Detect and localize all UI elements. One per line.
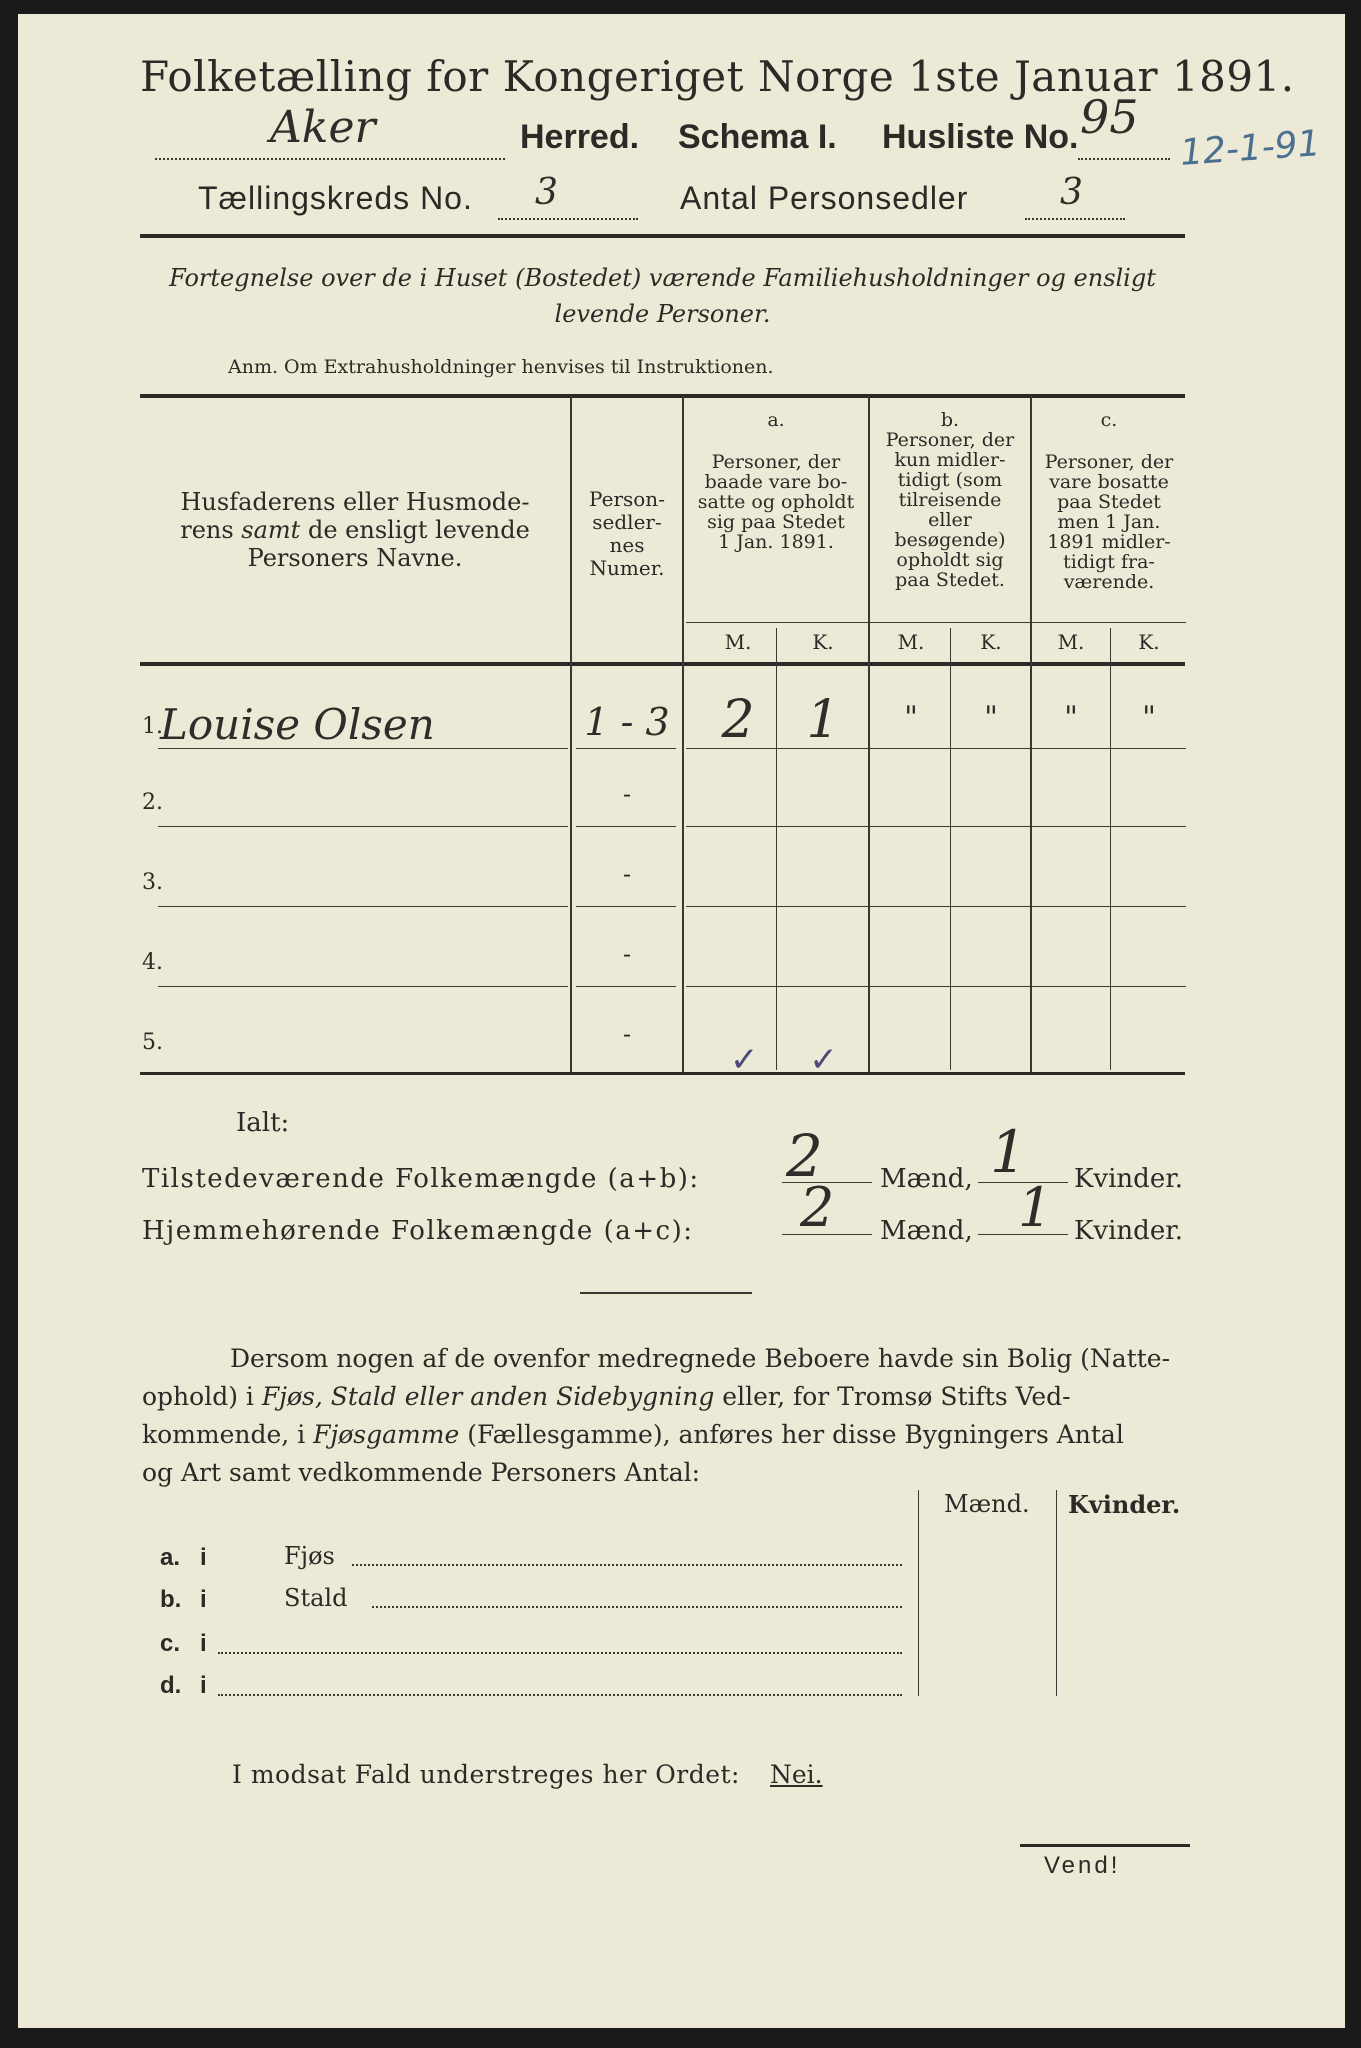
row-3-numer-line [576,906,676,907]
col-header-names-l3: Personers Navne. [247,544,463,572]
bolig-line2-c: eller, for Tromsø Stifts Ved- [714,1382,1071,1411]
taellingskreds-label: Tællingskreds No. [198,180,473,216]
bolig-item-d-i: i [200,1672,207,1699]
table-top-rule [140,394,1185,398]
row-1-c-m: " [1064,700,1078,735]
scan-border-left [0,0,18,2048]
taellingskreds-dotted-line [498,212,638,220]
col-divider-b-mk [950,628,951,1070]
row-1-counts-line [686,748,1186,749]
bolig-line4: og Art samt vedkommende Personers Antal: [142,1458,701,1487]
hjemme-label: Hjemmehørende Folkemængde (a+c): [142,1216,694,1246]
bolig-item-a-letter: a. [160,1544,181,1571]
bolig-item-a-label: Fjøs [284,1542,335,1570]
antal-dotted-line [1025,212,1125,220]
col-divider-c-mk [1110,628,1111,1070]
col-c-letter: c. [1100,409,1118,431]
col-header-names [150,488,560,572]
intro-heading-line2: levende Personer. [554,300,771,328]
col-num-l1: Person- [589,487,665,511]
col-header-b [870,410,1030,590]
row-5-numer: - [622,1020,632,1048]
mk-subheader-top [686,622,1186,623]
tilstede-kvinder-value: 1 [990,1118,1027,1186]
col-c-l6: tidigt fra- [1063,551,1155,573]
scan-border-bottom [0,2028,1361,2048]
col-c-l4: men 1 Jan. [1057,511,1161,533]
bolig-item-b-letter: b. [160,1586,182,1613]
col-header-names-l1: Husfaderens eller Husmode- [180,488,530,516]
col-b-l5: eller [928,509,972,531]
col-c-m: M. [1057,630,1085,654]
taellingskreds-value: 3 [535,172,558,213]
bolig-item-c-dots [218,1646,902,1654]
nei-word: Nei. [770,1760,823,1789]
col-a-l3: satte og opholdt [697,491,855,513]
scan-border-top [0,0,1361,14]
row-1-b-m: " [904,700,918,735]
col-b-l8: paa Stedet. [895,569,1005,591]
tally-checkmarks: ✓ ✓ [730,1040,858,1080]
hjemme-kvinder-label: Kvinder. [1074,1216,1184,1246]
bolig-divider-right [1056,1490,1057,1696]
col-b-l1: Personer, der [885,429,1015,451]
bolig-item-c-letter: c. [160,1630,181,1657]
col-divider-a-mk [776,628,777,1070]
ialt-label: Ialt: [236,1108,290,1138]
col-b-l3: tidigt (som [897,469,1003,491]
col-c-l7: værende. [1063,571,1155,593]
col-a-m: M. [724,630,752,654]
col-header-a [684,410,868,552]
bolig-item-a-i: i [200,1544,207,1571]
bolig-kvinder-header: Kvinder. [1068,1490,1181,1519]
row-4-number: 4. [142,950,163,975]
bolig-line1: Dersom nogen af de ovenfor medregnede Beboere havde sin Bolig (Natte- [230,1344,1171,1373]
col-header-numer [574,488,680,580]
col-header-names-l2: rens samt de ensligt levende [180,516,530,544]
hjemme-maend-value: 2 [800,1176,835,1239]
row-2-name-line [158,826,568,827]
col-a-k: K. [812,630,834,654]
row-4-numer: - [622,940,632,968]
tilstede-maend-label: Mænd, [880,1164,973,1194]
tilstede-label: Tilstedeværende Folkemængde (a+b): [142,1164,700,1194]
col-b-l7: opholdt sig [896,549,1004,571]
bolig-item-b-i: i [200,1586,207,1613]
bolig-maend-header: Mænd. [944,1490,1030,1518]
col-a-l2: baade vare bo- [704,471,848,493]
row-1-a-m: 2 [721,690,755,750]
row-4-counts-line [686,986,1186,987]
row-5-number: 5. [142,1030,163,1055]
herred-value: Aker [270,102,376,153]
col-divider-numer [570,396,572,1072]
header-rule [140,234,1185,238]
modsat-label: I modsat Fald understreges her Ordet: [232,1760,740,1789]
section-divider [580,1292,752,1294]
row-1-a-k: 1 [806,690,840,750]
bolig-divider-left [918,1490,919,1696]
col-num-l3: nes [609,533,645,557]
husliste-label: Husliste No. [882,118,1079,156]
bolig-line2-a: ophold) i [142,1382,262,1411]
hjemme-maend-label: Mænd, [880,1216,973,1246]
col-c-l2: vare bosatte [1049,471,1169,493]
bolig-line3-b: Fjøsgamme [313,1420,460,1449]
form-title: Folketælling for Kongeriget Norge 1ste Januar 1891. [140,52,1295,101]
husliste-value: 95 [1080,90,1139,144]
antal-personsedler-value: 3 [1060,172,1083,213]
row-2-numer: - [622,780,632,808]
bolig-line3-a: kommende, i [142,1420,314,1449]
row-1-name-line [158,748,568,749]
col-b-l6: besøgende) [894,529,1006,551]
bolig-line3-c: (Fællesgamme), anføres her disse Bygningers Antal [459,1420,1124,1449]
row-1-name: Louise Olsen [160,700,435,749]
scan-border-right [1345,0,1361,2048]
bolig-item-c-i: i [200,1630,207,1657]
bolig-item-b-label: Stald [284,1584,348,1612]
bolig-paragraph [142,1340,1187,1492]
row-1-c-k: " [1142,700,1156,735]
col-b-m: M. [897,630,925,654]
table-bottom-rule [140,1072,1185,1075]
row-4-name-line [158,986,568,987]
col-b-l2: kun midler- [894,449,1006,471]
row-2-numer-line [576,826,676,827]
col-c-l1: Personer, der [1044,451,1174,473]
husliste-dotted-line [1078,150,1170,160]
bolig-line2-b: Fjøs, Stald eller anden Sidebygning [261,1382,715,1411]
bolig-item-d-letter: d. [160,1672,182,1699]
hjemme-maend-line [782,1234,872,1235]
row-2-number: 2. [142,790,163,815]
herred-label: Herred. [520,118,640,156]
row-1-numer-line [576,748,676,749]
row-1-numer: 1 - 3 [584,700,670,744]
col-a-letter: a. [767,409,785,431]
col-c-l3: paa Stedet [1057,491,1161,513]
col-a-l4: sig paa Stedet [707,511,845,533]
bolig-item-a-dots [352,1558,902,1566]
row-3-name-line [158,906,568,907]
col-b-k: K. [980,630,1002,654]
row-3-number: 3. [142,870,163,895]
col-b-l4: tilreisende [898,489,1002,511]
col-num-l4: Numer. [589,556,665,580]
intro-heading-line1: Fortegnelse over de i Huset (Bostedet) værende Familiehusholdninger og ensligt [169,264,1156,292]
bolig-line3 [142,1416,1187,1454]
hjemme-kvinder-line [978,1234,1068,1235]
col-a-l5: 1 Jan. 1891. [718,531,834,553]
col-c-l5: 1891 midler- [1047,531,1171,553]
row-2-counts-line [686,826,1186,827]
bolig-item-d-dots [218,1688,902,1696]
col-num-l2: sedler- [592,510,662,534]
bolig-item-b-dots [372,1600,902,1608]
schema-label: Schema I. [678,118,837,156]
intro-note: Anm. Om Extrahusholdninger henvises til Instruktionen. [228,356,774,378]
row-4-numer-line [576,986,676,987]
table-header-bottom-rule [140,662,1185,666]
hjemme-kvinder-value: 1 [1018,1176,1053,1239]
col-header-c [1032,410,1186,592]
bolig-line2 [142,1378,1187,1416]
col-c-k: K. [1138,630,1160,654]
row-3-counts-line [686,906,1186,907]
col-b-letter: b. [940,409,960,431]
vend-rule [1020,1844,1190,1847]
row-1-b-k: " [984,700,998,735]
margin-date-note: 12-1-91 [1178,123,1322,174]
tilstede-maend-value: 2 [786,1122,823,1190]
row-3-numer: - [622,860,632,888]
row-1-number: 1. [142,714,163,739]
tilstede-kvinder-label: Kvinder. [1074,1164,1184,1194]
col-a-l1: Personer, der [711,451,841,473]
antal-personsedler-label: Antal Personsedler [680,180,969,216]
vend-label: Vend! [1044,1852,1121,1879]
